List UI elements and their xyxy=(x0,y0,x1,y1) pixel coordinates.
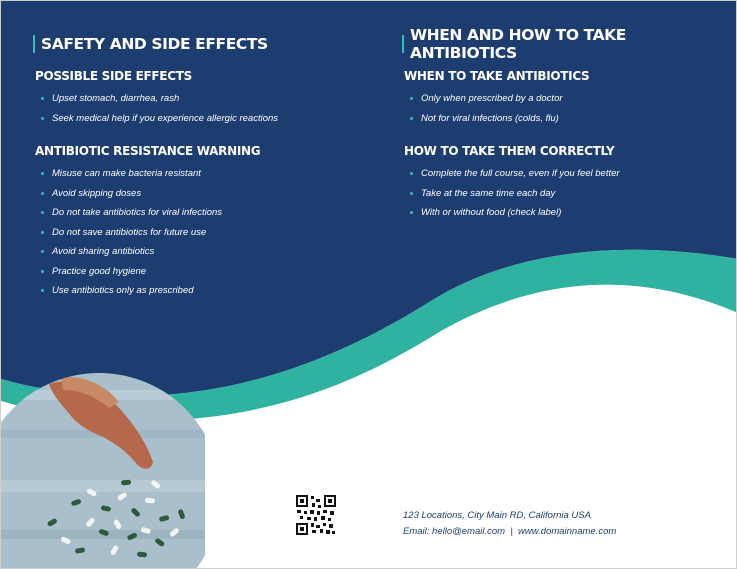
list-item: Only when prescribed by a doctor xyxy=(402,89,732,109)
title-accent-bar xyxy=(33,35,35,53)
list-item: Avoid sharing antibiotics xyxy=(33,242,363,262)
side-effects-list xyxy=(33,89,363,128)
title-accent-bar xyxy=(402,35,404,53)
safety-section-title: SAFETY AND SIDE EFFECTS xyxy=(33,33,363,55)
resistance-list xyxy=(33,164,363,301)
safety-column xyxy=(33,33,363,317)
list-item: Upset stomach, diarrhea, rash xyxy=(33,89,363,109)
how-list xyxy=(402,164,732,223)
usage-column xyxy=(402,26,732,239)
list-item: Seek medical help if you experience allergic reactions xyxy=(33,109,363,129)
list-item: With or without food (check label) xyxy=(402,203,732,223)
list-item: Complete the full course, even if you feel better xyxy=(402,164,732,184)
when-list xyxy=(402,89,732,128)
list-item: Take at the same time each day xyxy=(402,184,732,204)
how-heading: HOW TO TAKE THEM CORRECTLY xyxy=(404,144,615,158)
usage-section-title: WHEN AND HOW TO TAKE ANTIBIOTICS xyxy=(402,33,732,55)
footer-address: 123 Locations, City Main RD, California USA xyxy=(403,510,591,521)
when-heading: WHEN TO TAKE ANTIBIOTICS xyxy=(404,69,590,83)
list-item: Not for viral infections (colds, flu) xyxy=(402,109,732,129)
pills-photo xyxy=(1,370,205,569)
list-item: Do not take antibiotics for viral infections xyxy=(33,203,363,223)
list-item: Avoid skipping doses xyxy=(33,184,363,204)
footer-email-web: Email: hello@email.com | www.domainname.com xyxy=(403,525,617,537)
resistance-heading: ANTIBIOTIC RESISTANCE WARNING xyxy=(35,144,261,158)
side-effects-heading: POSSIBLE SIDE EFFECTS xyxy=(35,69,192,83)
qr-code-icon xyxy=(296,495,336,535)
list-item: Misuse can make bacteria resistant xyxy=(33,164,363,184)
list-item: Practice good hygiene xyxy=(33,262,363,282)
list-item: Use antibiotics only as prescribed xyxy=(33,281,363,301)
list-item: Do not save antibiotics for future use xyxy=(33,223,363,243)
footer-contact xyxy=(403,508,616,539)
